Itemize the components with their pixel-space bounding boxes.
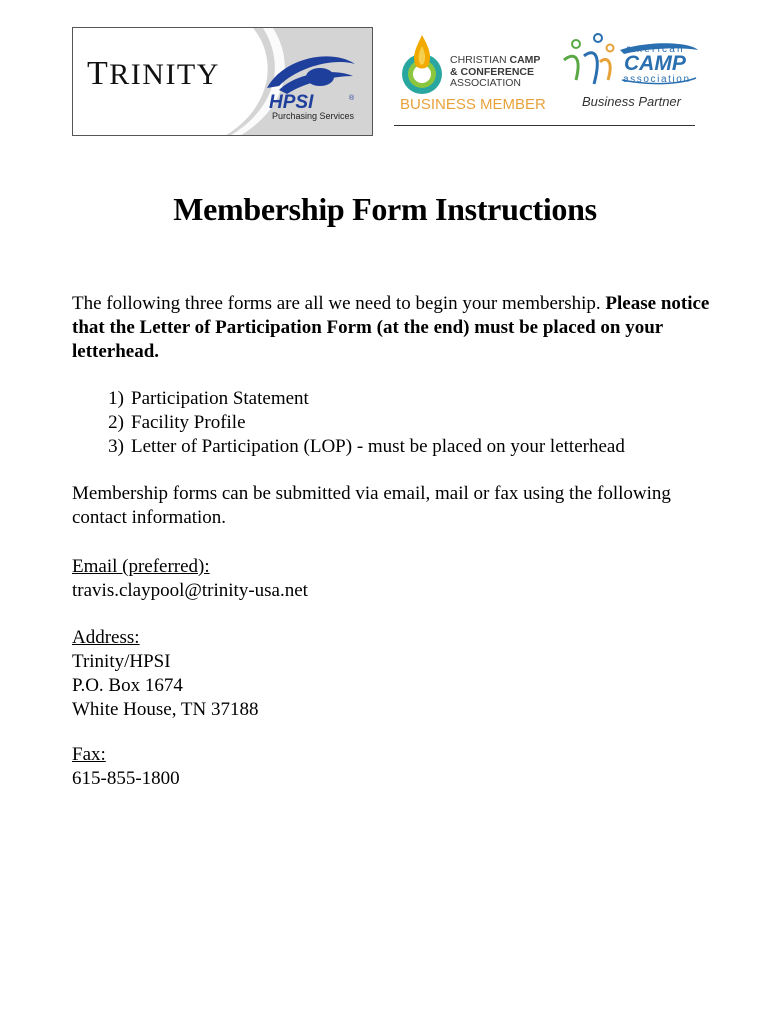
trinity-logo-art xyxy=(73,28,373,136)
page-title: Membership Form Instructions xyxy=(173,191,597,227)
fax-heading: Fax: xyxy=(72,744,106,765)
fax-section xyxy=(72,743,712,791)
list-item-label: Letter of Participation (LOP) - must be placed on your letterhead xyxy=(131,436,625,457)
list-item xyxy=(100,435,625,459)
aca-american-text: american xyxy=(626,44,685,55)
ccca-business-member-badge: BUSINESS MEMBER xyxy=(400,96,546,113)
address-section xyxy=(72,626,712,722)
trinity-wordmark: TRINITY xyxy=(87,55,220,92)
list-item-label: Participation Statement xyxy=(131,388,309,409)
email-address[interactable]: travis.claypool@trinity-usa.net xyxy=(72,580,308,601)
submission-note: Membership forms can be submitted via email, mail or fax using the following contact information. xyxy=(72,483,671,528)
list-item-label: Facility Profile xyxy=(131,412,246,433)
hpsi-wordmark: HPSI xyxy=(269,92,314,113)
aca-association-text: association xyxy=(623,74,691,85)
address-line: P.O. Box 1674 xyxy=(72,675,183,696)
ccca-line-1-bold: CAMP xyxy=(509,54,541,66)
address-heading: Address: xyxy=(72,627,140,648)
address-line: White House, TN 37188 xyxy=(72,699,259,720)
aca-business-partner-badge: Business Partner xyxy=(582,94,681,109)
ccca-line-3: ASSOCIATION xyxy=(450,77,521,89)
intro-text: The following three forms are all we need to begin your membership. xyxy=(72,293,606,314)
email-heading: Email (preferred): xyxy=(72,556,210,577)
ccca-line-1: CHRISTIAN xyxy=(450,54,510,66)
list-item-number: 3) xyxy=(108,436,124,457)
ccca-wordmark xyxy=(450,55,540,90)
trinity-hpsi-logo xyxy=(72,27,373,136)
list-item-number: 2) xyxy=(108,412,124,433)
intro-paragraph xyxy=(72,292,712,364)
list-item-number: 1) xyxy=(108,388,124,409)
fax-number: 615-855-1800 xyxy=(72,768,180,789)
purchasing-services-tagline: Purchasing Services xyxy=(272,111,355,121)
aca-camp-text: CAMP xyxy=(624,52,686,75)
address-line: Trinity/HPSI xyxy=(72,651,171,672)
intro-bold-notice: Please notice that the Letter of Participation Form (at the end) must be placed on your letterhead. xyxy=(72,293,710,362)
list-item xyxy=(100,387,625,411)
header-divider xyxy=(394,125,695,126)
forms-list xyxy=(100,387,625,459)
list-item xyxy=(100,411,625,435)
svg-text:®: ® xyxy=(349,95,355,102)
email-section xyxy=(72,555,712,603)
ccca-line-2: & CONFERENCE xyxy=(450,65,535,78)
